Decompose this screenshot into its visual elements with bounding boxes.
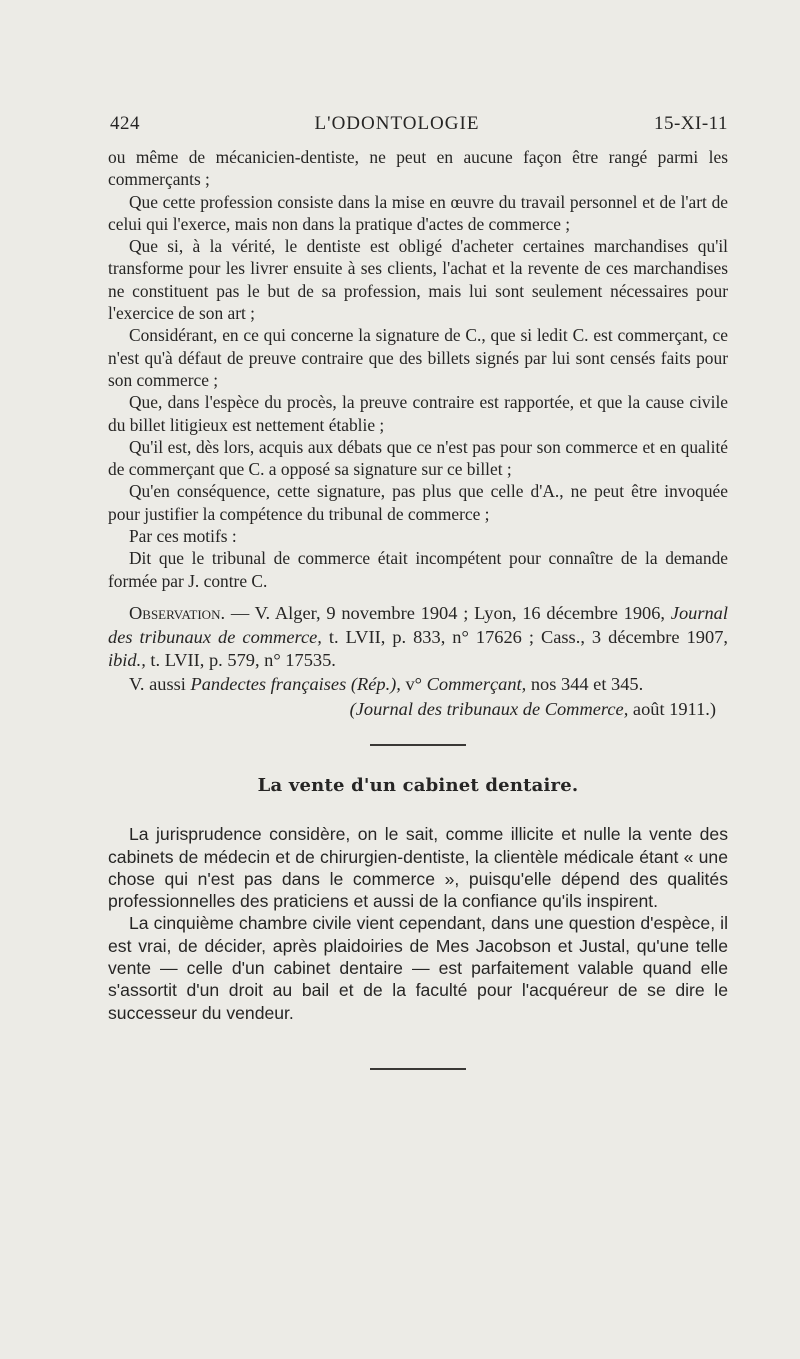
article-heading: La vente d'un cabinet dentaire.	[257, 774, 579, 796]
issue-date: 15-XI-11	[653, 113, 728, 134]
paragraph: Qu'il est, dès lors, acquis aux débats que ce n'est pas pour son commerce et en qualité de commerçant que C. a opposé sa signature sur ce billet ;	[108, 436, 728, 480]
paragraph: Dit que le tribunal de commerce était incompétent pour connaître de la demande formée par J. contre C.	[108, 548, 728, 591]
pandectes-citation: Pandectes françaises (Rép.),	[190, 673, 401, 694]
paragraph: La jurisprudence considère, on le sait, comme illicite et nulle la vente des cabinets de médecin et de chirurgien-dentiste, la clientèle médicale étant « une chose qui n'est pas dans le commerce », puisqu'elle dépend des qualités professionnelles des praticiens et aussi de la confiance qu'ils inspirent.	[108, 824, 728, 912]
journal-title: L'ODONTOLOGIE	[314, 113, 480, 134]
paragraph: Par ces motifs :	[129, 526, 237, 547]
paragraph: Qu'en conséquence, cette signature, pas plus que celle d'A., ne peut être invoquée pour justifier la compétence du tribunal de commerce ;	[108, 481, 728, 524]
commercant-citation: Commerçant,	[426, 673, 527, 694]
main-text	[108, 146, 728, 1070]
ibid-citation: ibid.,	[108, 650, 146, 671]
article-body	[108, 823, 728, 1024]
divider	[370, 1068, 466, 1070]
paragraph: ou même de mécanicien-dentiste, ne peut en aucune façon être rangé parmi les commerçants ;	[108, 147, 728, 190]
divider	[370, 744, 466, 746]
observation-note	[108, 602, 728, 722]
journal-citation: Journal des tribunaux de commerce,	[108, 602, 728, 647]
page-number: 424	[110, 113, 140, 134]
paragraph: Que cette profession consiste dans la mise en œuvre du travail personnel et de l'art de celui qui l'exerce, mais non dans la pratique d'actes de commerce ;	[108, 191, 728, 234]
judgment-text	[108, 146, 728, 592]
paragraph: Considérant, en ce qui concerne la signature de C., que si ledit C. est commerçant, ce n'est qu'à défaut de preuve contraire que des billets signés par lui sont censés faits pour son commerce ;	[108, 325, 728, 390]
source-line: (Journal des tribunaux de Commerce, août 1911.)	[349, 699, 716, 720]
paragraph: La cinquième chambre civile vient cependant, dans une question d'espèce, il est vrai, de décider, après plaidoiries de Mes Jacobson et Justal, qu'une telle vente — celle d'un cabinet dentaire — est parfaitement valable quand elle s'assortit d'un droit au bail et de la faculté pour l'acquéreur de se dire le successeur du vendeur.	[108, 913, 728, 1023]
observation-label: Observation.	[129, 602, 226, 623]
observation-paragraph: Observation. — V. Alger, 9 novembre 1904 ; Lyon, 16 décembre 1906, Journal des tribunaux de commerce, t. LVII, p. 833, n° 17626 ; Cass., 3 décembre 1907, ibid., t. LVII, p. 579, n° 17535.	[108, 602, 728, 671]
paragraph: Que si, à la vérité, le dentiste est obligé d'acheter certaines marchandises qu'il transforme pour les livrer ensuite à ses clients, l'achat et la revente de ces marchandises ne constituent pas le but de sa profession, mais lui sont seulement nécessaires pour l'exercice de son art ;	[108, 236, 728, 324]
running-header	[110, 113, 728, 135]
see-also-paragraph: V. aussi Pandectes françaises (Rép.), v° Commerçant, nos 344 et 345.	[129, 673, 644, 694]
paragraph: Que, dans l'espèce du procès, la preuve contraire est rapportée, et que la cause civile du billet litigieux est nettement établie ;	[108, 392, 728, 435]
